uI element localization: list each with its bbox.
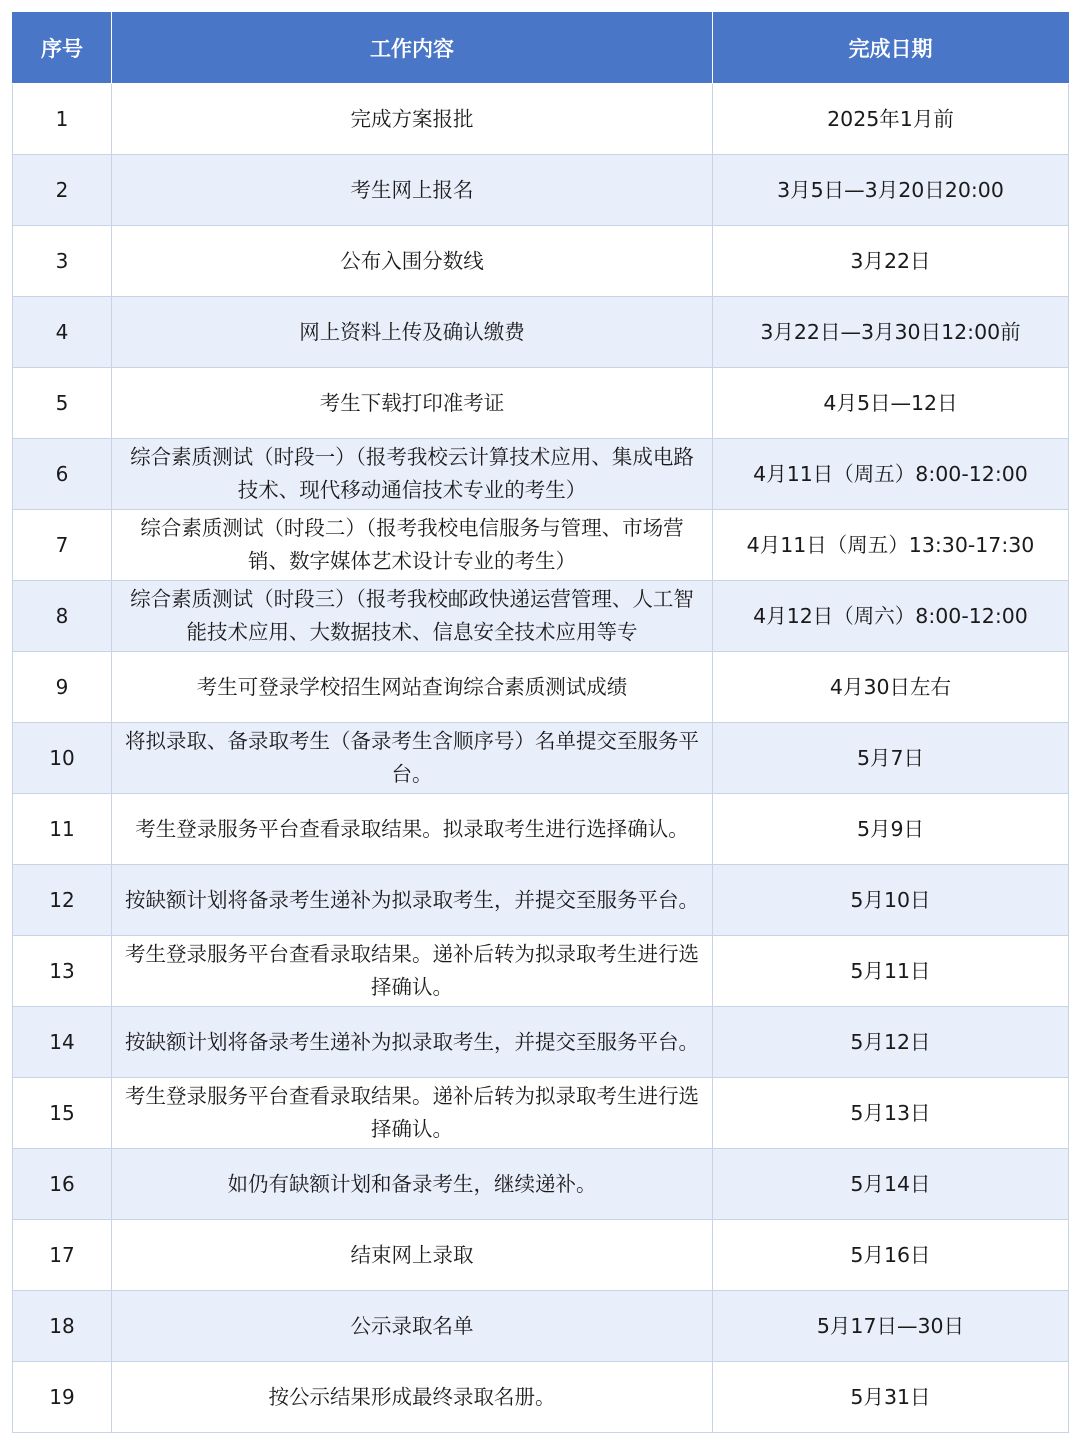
table-row: [13, 1291, 1069, 1362]
cell-seq: 10: [13, 723, 112, 794]
cell-content-text: 按缺额计划将备录考生递补为拟录取考生，并提交至服务平台。: [125, 1029, 699, 1054]
cell-content-text: 网上资料上传及确认缴费: [299, 319, 525, 344]
cell-content-text: 综合素质测试（时段三）（报考我校邮政快递运营管理、人工智能技术应用、大数据技术、信息安全技术应用等专: [130, 587, 694, 644]
table-row: [13, 510, 1069, 581]
cell-content-text: 将拟录取、备录取考生（备录考生含顺序号）名单提交至服务平台。: [125, 729, 699, 786]
cell-content: [112, 723, 713, 794]
table-row: [13, 581, 1069, 652]
table-row: [13, 155, 1069, 226]
table-row: [13, 1149, 1069, 1220]
cell-date: 3月22日—3月30日12:00前: [713, 297, 1069, 368]
header-date: 完成日期: [713, 13, 1069, 84]
cell-content-text: 完成方案报批: [350, 106, 474, 131]
table-row: [13, 226, 1069, 297]
cell-date: 5月9日: [713, 794, 1069, 865]
cell-seq: 4: [13, 297, 112, 368]
cell-date: 4月30日左右: [713, 652, 1069, 723]
header-seq: 序号: [13, 13, 112, 84]
table-body: [13, 84, 1069, 1433]
schedule-table: [12, 12, 1069, 1433]
cell-seq: 17: [13, 1220, 112, 1291]
cell-content: [112, 226, 713, 297]
cell-content-text: 公布入围分数线: [340, 248, 484, 273]
table-row: [13, 794, 1069, 865]
table-header: [13, 13, 1069, 84]
cell-date: 5月14日: [713, 1149, 1069, 1220]
cell-content-text: 考生网上报名: [350, 177, 474, 202]
cell-seq: 16: [13, 1149, 112, 1220]
cell-date: 5月12日: [713, 1007, 1069, 1078]
cell-content-text: 按缺额计划将备录考生递补为拟录取考生，并提交至服务平台。: [125, 887, 699, 912]
cell-date: 5月7日: [713, 723, 1069, 794]
cell-date: 5月17日—30日: [713, 1291, 1069, 1362]
table-row: [13, 297, 1069, 368]
table-row: [13, 84, 1069, 155]
cell-content-text: 按公示结果形成最终录取名册。: [268, 1384, 556, 1409]
table-row: [13, 652, 1069, 723]
cell-content-text: 结束网上录取: [350, 1242, 474, 1267]
cell-date: 2025年1月前: [713, 84, 1069, 155]
cell-content: [112, 1078, 713, 1149]
header-row: [13, 13, 1069, 84]
cell-content-text: 综合素质测试（时段一）（报考我校云计算技术应用、集成电路技术、现代移动通信技术专业的考生）: [130, 445, 694, 502]
cell-content-text: 考生下载打印准考证: [319, 390, 505, 415]
table-row: [13, 723, 1069, 794]
cell-content-text: 考生登录服务平台查看录取结果。递补后转为拟录取考生进行选择确认。: [125, 1084, 699, 1141]
cell-content: [112, 1007, 713, 1078]
cell-seq: 9: [13, 652, 112, 723]
cell-date: 5月16日: [713, 1220, 1069, 1291]
cell-content: [112, 1149, 713, 1220]
cell-content: [112, 510, 713, 581]
cell-date: 5月10日: [713, 865, 1069, 936]
cell-date: 3月5日—3月20日20:00: [713, 155, 1069, 226]
cell-content-text: 考生可登录学校招生网站查询综合素质测试成绩: [196, 674, 628, 699]
cell-seq: 5: [13, 368, 112, 439]
header-content: 工作内容: [112, 13, 713, 84]
cell-content: [112, 1362, 713, 1433]
cell-seq: 11: [13, 794, 112, 865]
cell-content: [112, 652, 713, 723]
cell-content: [112, 439, 713, 510]
cell-seq: 19: [13, 1362, 112, 1433]
cell-content: [112, 1291, 713, 1362]
cell-content-text: 如仍有缺额计划和备录考生，继续递补。: [227, 1171, 597, 1196]
cell-content: [112, 297, 713, 368]
cell-seq: 1: [13, 84, 112, 155]
cell-seq: 8: [13, 581, 112, 652]
table-row: [13, 936, 1069, 1007]
cell-seq: 7: [13, 510, 112, 581]
table-row: [13, 1007, 1069, 1078]
cell-content-text: 考生登录服务平台查看录取结果。拟录取考生进行选择确认。: [135, 816, 689, 841]
cell-seq: 6: [13, 439, 112, 510]
cell-date: 4月11日（周五）13:30-17:30: [713, 510, 1069, 581]
cell-content: [112, 1220, 713, 1291]
table-row: [13, 368, 1069, 439]
cell-content-text: 综合素质测试（时段二）（报考我校电信服务与管理、市场营销、数字媒体艺术设计专业的考生）: [140, 516, 684, 573]
cell-content-text: 公示录取名单: [350, 1313, 474, 1338]
cell-date: 4月5日—12日: [713, 368, 1069, 439]
cell-seq: 3: [13, 226, 112, 297]
cell-date: 5月13日: [713, 1078, 1069, 1149]
cell-seq: 2: [13, 155, 112, 226]
cell-content: [112, 581, 713, 652]
table-row: [13, 1362, 1069, 1433]
cell-date: 5月31日: [713, 1362, 1069, 1433]
cell-content: [112, 936, 713, 1007]
table-row: [13, 865, 1069, 936]
cell-date: 4月11日（周五）8:00-12:00: [713, 439, 1069, 510]
table-row: [13, 439, 1069, 510]
cell-content: [112, 865, 713, 936]
cell-date: 3月22日: [713, 226, 1069, 297]
table-row: [13, 1220, 1069, 1291]
cell-content: [112, 368, 713, 439]
cell-content: [112, 794, 713, 865]
cell-seq: 12: [13, 865, 112, 936]
table-row: [13, 1078, 1069, 1149]
cell-content: [112, 155, 713, 226]
cell-seq: 14: [13, 1007, 112, 1078]
cell-seq: 18: [13, 1291, 112, 1362]
cell-content: [112, 84, 713, 155]
cell-seq: 15: [13, 1078, 112, 1149]
schedule-table-container: [12, 12, 1068, 1433]
cell-date: 4月12日（周六）8:00-12:00: [713, 581, 1069, 652]
cell-seq: 13: [13, 936, 112, 1007]
cell-content-text: 考生登录服务平台查看录取结果。递补后转为拟录取考生进行选择确认。: [125, 942, 699, 999]
cell-date: 5月11日: [713, 936, 1069, 1007]
